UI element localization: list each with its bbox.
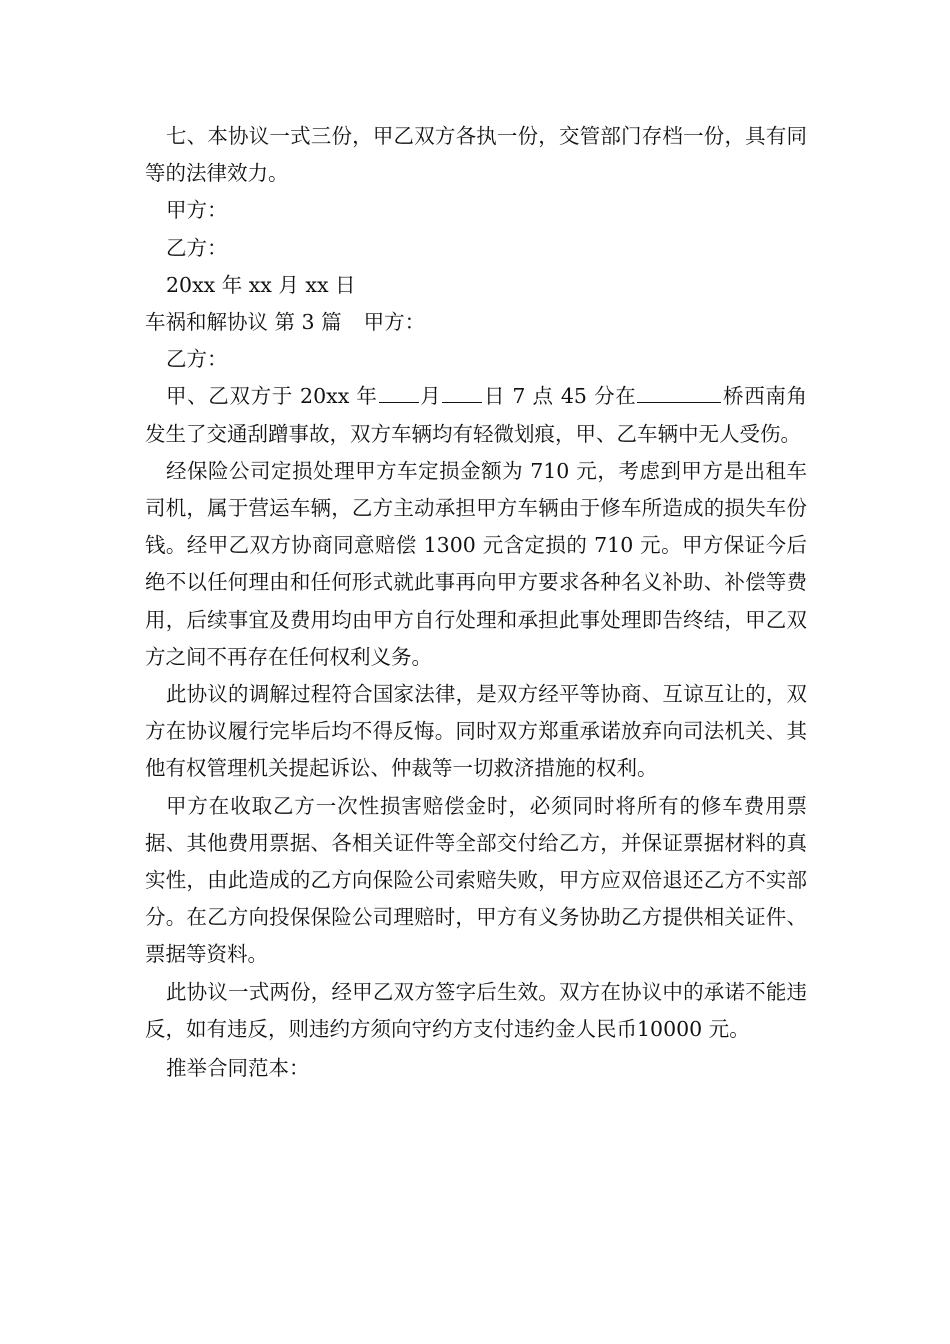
copies-paragraph: 此协议一式两份，经甲乙双方签字后生效。双方在协议中的承诺不能违反，如有违反，则违约方须向守约方支付违约金人民币10000 元。: [145, 979, 807, 1041]
document-body: [145, 118, 807, 1087]
accident-paragraph: [145, 378, 807, 452]
section-heading-line: [145, 304, 807, 341]
accident-text-1: 甲、乙双方于 20xx 年: [166, 384, 378, 409]
clause-seven: 七、本协议一式三份，甲乙双方各执一份，交管部门存档一份，具有同等的法律效力。: [145, 124, 807, 186]
party-a-signature-label: 甲方：: [166, 198, 228, 223]
compensation-paragraph: 经保险公司定损处理甲方车定损金额为 710 元，考虑到甲方是出租车司机，属于营运车辆，乙方主动承担甲方车辆由于修车所造成的损失车份钱。经甲乙双方协商同意赔偿 1300 元含定损的 710 元。甲方保证今后绝不以任何理由和任何形式就此事再向甲方要求各种名义补助、补偿等费用，后续事宜及费用均由甲方自行处理和承担此事处理即告终结，甲乙双方之间不再存在任何权利义务。: [145, 458, 807, 669]
documents-paragraph: 甲方在收取乙方一次性损害赔偿金时，必须同时将所有的修车费用票据、其他费用票据、各相关证件等全部交付给乙方，并保证票据材料的真实性，由此造成的乙方向保险公司索赔失败，甲方应双倍退还乙方不实部分。在乙方向投保保险公司理赔时，甲方有义务协助乙方提供相关证件、票据等资料。: [145, 793, 807, 967]
signature-date: 20xx 年 xx 月 xx 日: [166, 272, 356, 297]
party-b-signature-label: 乙方：: [166, 235, 228, 260]
section-party-a-label: 甲方：: [363, 310, 426, 335]
section-heading: 车祸和解协议 第 3 篇: [145, 310, 342, 335]
accident-text-3: 日 7 点 45 分在: [483, 384, 637, 409]
month-blank: [379, 382, 419, 403]
mediation-paragraph: 此协议的调解过程符合国家法律，是双方经平等协商、互谅互让的，双方在协议履行完毕后均不得反悔。同时双方郑重承诺放弃向司法机关、其他有权管理机关提起诉讼、仲裁等一切救济措施的权利。: [145, 682, 807, 781]
day-blank: [442, 382, 482, 403]
accident-text-4: 桥西南角发生了交通刮蹭事故，双方车辆均有轻微划痕，甲、乙车辆中无人受伤。: [145, 384, 807, 446]
accident-text-2: 月: [419, 384, 442, 409]
recommend-label: 推举合同范本：: [166, 1056, 310, 1081]
location-blank: [637, 382, 721, 403]
section-party-b-label: 乙方：: [166, 347, 228, 372]
